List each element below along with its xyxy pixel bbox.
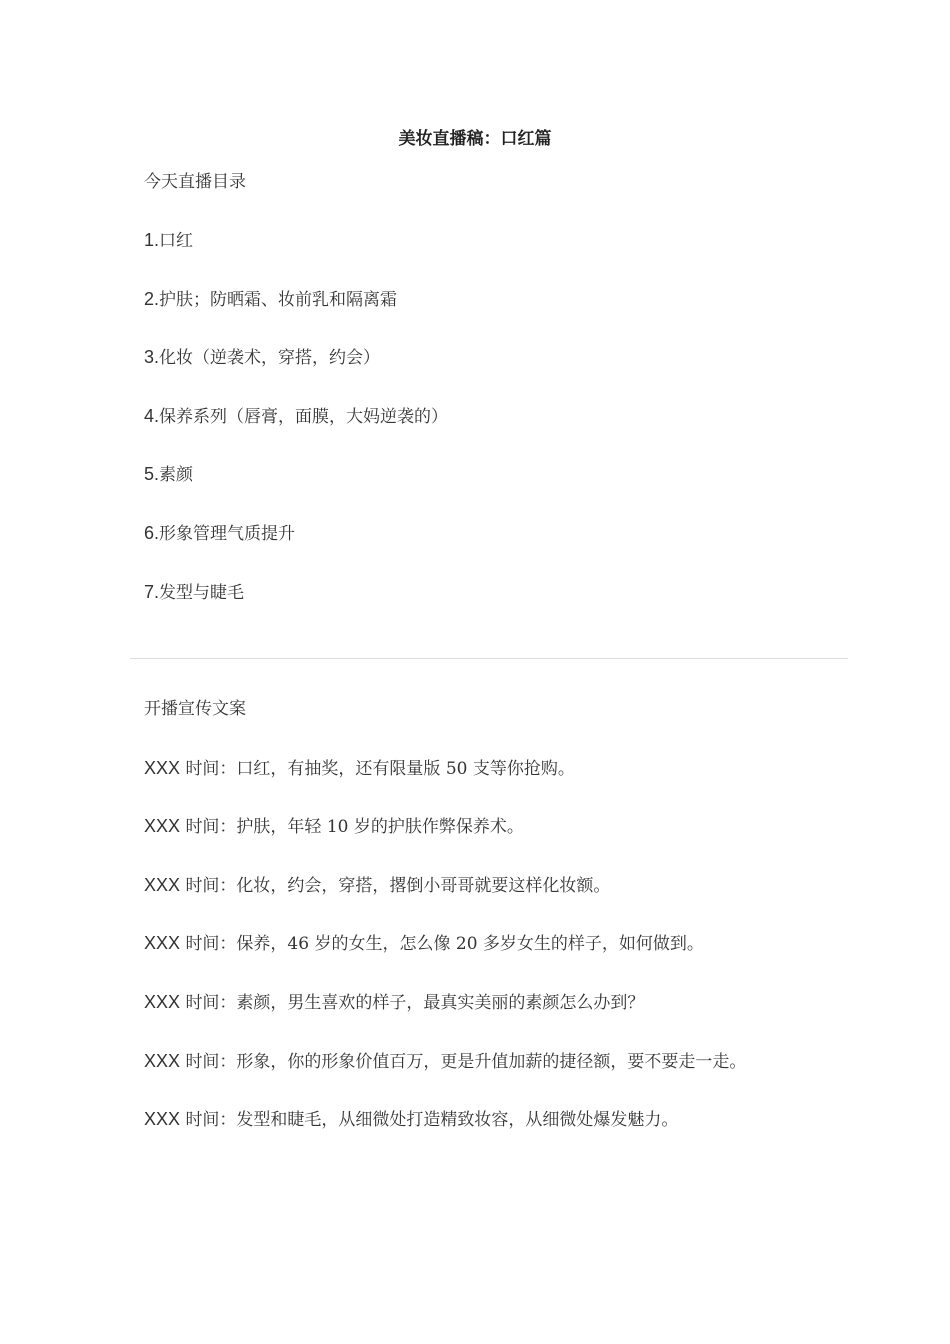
toc-item-number: 3.: [144, 347, 160, 367]
promo-item-prefix: XXX: [144, 933, 181, 953]
document-title: 美妆直播稿：口红篇: [398, 129, 552, 149]
toc-item-number: 1.: [144, 230, 160, 250]
promo-item-prefix: XXX: [144, 1051, 181, 1071]
promo-item-text: 时间：口红，有抽奖，还有限量版 50 支等你抢购。: [185, 759, 575, 779]
toc-heading: 今天直播目录: [144, 172, 246, 192]
toc-item: [144, 287, 397, 312]
toc-item-number: 6.: [144, 523, 160, 543]
toc-item: [144, 462, 193, 487]
promo-item: [144, 814, 524, 839]
toc-item-text: 口红: [159, 231, 194, 251]
promo-item: [144, 873, 610, 898]
promo-item-prefix: XXX: [144, 992, 181, 1012]
toc-item-text: 素颜: [159, 465, 194, 485]
promo-item-text: 时间：素颜，男生喜欢的样子，最真实美丽的素颜怎么办到？: [185, 993, 645, 1013]
toc-item-number: 2.: [144, 289, 160, 309]
toc-item-text: 发型与睫毛: [159, 583, 245, 603]
toc-item-number: 7.: [144, 582, 160, 602]
toc-item-text: 化妆（逆袭术，穿搭，约会）: [159, 348, 381, 368]
toc-item-text: 保养系列（唇膏，面膜，大妈逆袭的）: [159, 407, 449, 427]
promo-item: [144, 1107, 678, 1132]
promo-item-text: 时间：形象，你的形象价值百万，更是升值加薪的捷径额，要不要走一走。: [185, 1052, 747, 1072]
section-divider: [130, 658, 848, 659]
promo-item-text: 时间：化妆，约会，穿搭，撂倒小哥哥就要这样化妆额。: [185, 876, 611, 896]
promo-item: [144, 1049, 746, 1074]
toc-item: [144, 228, 193, 253]
promo-item-prefix: XXX: [144, 1109, 181, 1129]
toc-item: [144, 580, 244, 605]
promo-item-prefix: XXX: [144, 816, 181, 836]
promo-heading: 开播宣传文案: [144, 699, 246, 719]
toc-item-number: 5.: [144, 464, 160, 484]
promo-item-text: 时间：发型和睫毛，从细微处打造精致妆容，从细微处爆发魅力。: [185, 1110, 679, 1130]
promo-item: [144, 931, 704, 956]
toc-item: [144, 404, 448, 429]
promo-item-text: 时间：护肤，年轻 10 岁的护肤作弊保养术。: [185, 817, 524, 837]
promo-item-prefix: XXX: [144, 758, 181, 778]
promo-item-text: 时间：保养，46 岁的女生，怎么像 20 多岁女生的样子，如何做到。: [185, 934, 704, 954]
toc-item-text: 护肤；防晒霜、妆前乳和隔离霜: [159, 290, 398, 310]
toc-item-number: 4.: [144, 406, 160, 426]
toc-item: [144, 521, 295, 546]
promo-item: [144, 990, 644, 1015]
promo-item-prefix: XXX: [144, 875, 181, 895]
toc-item-text: 形象管理气质提升: [159, 524, 296, 544]
toc-item: [144, 345, 380, 370]
promo-item: [144, 756, 575, 781]
